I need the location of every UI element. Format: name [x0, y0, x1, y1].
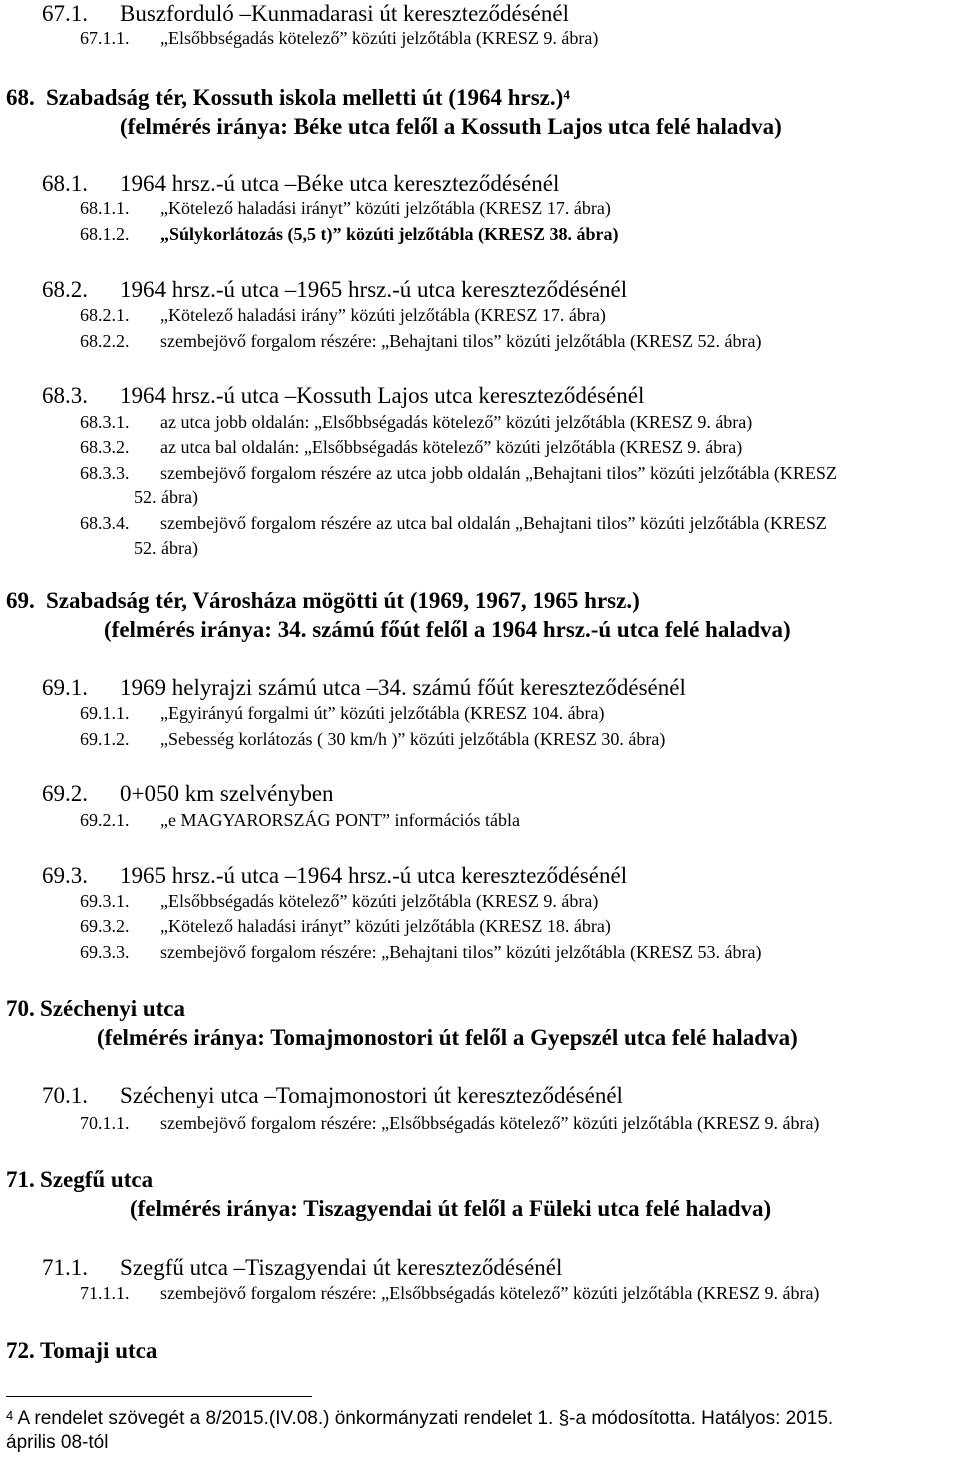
item-number: 68.2.1. — [80, 305, 130, 325]
survey-direction-71: (felmérés iránya: Tiszagyendai út felől a Füleki utca felé haladva) — [130, 1196, 772, 1221]
section-number: 69.1. — [42, 675, 88, 700]
section-number: 71.1. — [42, 1255, 88, 1280]
item-68-3-4-continuation: 52. ábra) — [134, 538, 198, 558]
item-number: 69.1.2. — [80, 729, 130, 749]
footnote-continuation: április 08-tól — [6, 1432, 109, 1453]
item-text: szembejövő forgalom részére: „Elsőbbségadás kötelező” közúti jelzőtábla (KRESZ 9. ábra) — [160, 1113, 820, 1133]
item-text: „Kötelező haladási irányt” közúti jelzőtábla (KRESZ 18. ábra) — [160, 916, 611, 936]
item-text: szembejövő forgalom részére: „Behajtani tilos” közúti jelzőtábla (KRESZ 52. ábra) — [160, 331, 762, 351]
item-number: 68.3.3. — [80, 463, 130, 483]
item-number: 70.1.1. — [80, 1113, 130, 1133]
section-title: Buszforduló –Kunmadarasi út kereszteződésénél — [120, 1, 569, 26]
item-number: 67.1.1. — [80, 28, 130, 48]
section-title: Széchenyi utca –Tomajmonostori út kereszteződésénél — [120, 1083, 623, 1108]
item-number: 68.3.1. — [80, 412, 130, 432]
footnote-text: A rendelet szövegét a 8/2015.(IV.08.) önkormányzati rendelet 1. §-a módosította. Hatályos: 2015. — [17, 1408, 834, 1429]
chapter-number: 68. — [6, 85, 35, 110]
item-number: 71.1.1. — [80, 1283, 130, 1303]
section-title: 1969 helyrajzi számú utca –34. számú főút kereszteződésénél — [120, 675, 686, 700]
item-number: 69.2.1. — [80, 810, 130, 830]
section-number: 69.3. — [42, 863, 88, 888]
item-text: „Elsőbbségadás kötelező” közúti jelzőtábla (KRESZ 9. ábra) — [160, 28, 599, 48]
chapter-number: 72. — [6, 1338, 35, 1363]
item-number: 69.3.3. — [80, 942, 130, 962]
section-number: 70.1. — [42, 1083, 88, 1108]
section-number: 68.1. — [42, 171, 88, 196]
item-text: szembejövő forgalom részére az utca jobb oldalán „Behajtani tilos” közúti jelzőtábla (KRESZ — [160, 463, 837, 483]
item-text: „e MAGYARORSZÁG PONT” információs tábla — [160, 810, 520, 830]
section-number: 68.3. — [42, 383, 88, 408]
item-number: 69.3.2. — [80, 916, 130, 936]
item-number: 68.2.2. — [80, 331, 130, 351]
section-title: 1964 hrsz.-ú utca –Kossuth Lajos utca kereszteződésénél — [120, 383, 645, 408]
footnote-separator — [6, 1396, 312, 1397]
item-number: 69.1.1. — [80, 703, 130, 723]
chapter-title: Széchenyi utca — [40, 996, 186, 1021]
section-number: 67.1. — [42, 1, 88, 26]
section-title: 1964 hrsz.-ú utca –1965 hrsz.-ú utca kereszteződésénél — [120, 277, 628, 302]
item-text: az utca jobb oldalán: „Elsőbbségadás kötelező” közúti jelzőtábla (KRESZ 9. ábra) — [160, 412, 753, 432]
item-text: az utca bal oldalán: „Elsőbbségadás kötelező” közúti jelzőtábla (KRESZ 9. ábra) — [160, 437, 743, 457]
section-title: 1964 hrsz.-ú utca –Béke utca kereszteződésénél — [120, 171, 560, 196]
section-number: 69.2. — [42, 781, 88, 806]
footnote — [6, 1407, 833, 1431]
chapter-number: 69. — [6, 588, 35, 613]
footnote-reference: 4 — [563, 87, 570, 102]
item-text: „Elsőbbségadás kötelező” közúti jelzőtábla (KRESZ 9. ábra) — [160, 891, 599, 911]
item-text: „Egyirányú forgalmi út” közúti jelzőtábla (KRESZ 104. ábra) — [160, 703, 605, 723]
item-number: 68.1.1. — [80, 198, 130, 218]
item-number: 68.3.4. — [80, 513, 130, 533]
item-text: szembejövő forgalom részére: „Behajtani tilos” közúti jelzőtábla (KRESZ 53. ábra) — [160, 942, 762, 962]
chapter-title: Tomaji utca — [40, 1338, 158, 1363]
survey-direction-69: (felmérés iránya: 34. számú főút felől a 1964 hrsz.-ú utca felé haladva) — [104, 617, 791, 642]
chapter-title: Szegfű utca — [40, 1167, 154, 1192]
survey-direction-68: (felmérés iránya: Béke utca felől a Kossuth Lajos utca felé haladva) — [120, 114, 782, 139]
chapter-number: 71. — [6, 1167, 35, 1192]
item-number: 69.3.1. — [80, 891, 130, 911]
item-text: szembejövő forgalom részére az utca bal oldalán „Behajtani tilos” közúti jelzőtábla (KRESZ — [160, 513, 827, 533]
section-number: 68.2. — [42, 277, 88, 302]
item-text: szembejövő forgalom részére: „Elsőbbségadás kötelező” közúti jelzőtábla (KRESZ 9. ábra) — [160, 1283, 820, 1303]
item-text: „Kötelező haladási irány” közúti jelzőtábla (KRESZ 17. ábra) — [160, 305, 606, 325]
chapter-title: Szabadság tér, Kossuth iskola melletti út (1964 hrsz.)$^4$ — [46, 85, 570, 110]
section-title: 0+050 km szelvényben — [120, 781, 334, 806]
item-number: 68.3.2. — [80, 437, 130, 457]
survey-direction-70: (felmérés iránya: Tomajmonostori út felől a Gyepszél utca felé haladva) — [97, 1025, 798, 1050]
footnote-mark: 4 — [6, 1408, 14, 1423]
item-68-3-3-continuation: 52. ábra) — [134, 487, 198, 507]
item-text: „Kötelező haladási irányt” közúti jelzőtábla (KRESZ 17. ábra) — [160, 198, 611, 218]
chapter-number: 70. — [6, 996, 35, 1021]
item-number: 68.1.2. — [80, 224, 130, 244]
item-text: „Sebesség korlátozás ( 30 km/h )” közúti jelzőtábla (KRESZ 30. ábra) — [160, 729, 666, 749]
item-text: „Súlykorlátozás (5,5 t)” közúti jelzőtábla (KRESZ 38. ábra) — [160, 224, 619, 244]
section-title: Szegfű utca –Tiszagyendai út kereszteződésénél — [120, 1255, 563, 1280]
chapter-title: Szabadság tér, Városháza mögötti út (1969, 1967, 1965 hrsz.) — [46, 588, 640, 613]
section-title: 1965 hrsz.-ú utca –1964 hrsz.-ú utca kereszteződésénél — [120, 863, 628, 888]
